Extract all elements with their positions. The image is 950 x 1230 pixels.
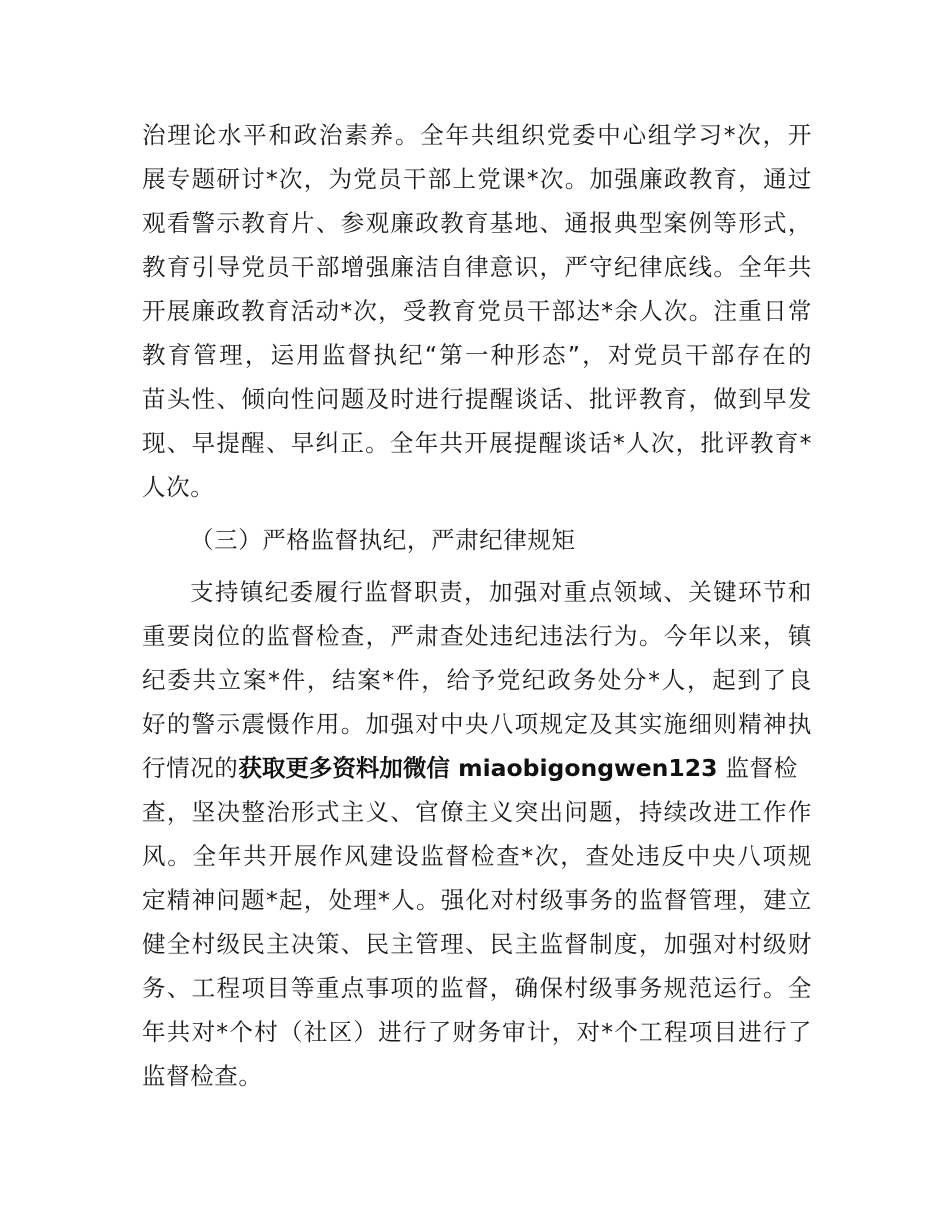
paragraph-line-with-ad (142, 748, 812, 788)
paragraph-line: 务、工程项目等重点事项的监督，确保村级事务规范运行。全 (142, 974, 812, 1002)
paragraph-line: 教育引导党员干部增强廉洁自律意识，严守纪律底线。全年共 (142, 253, 812, 281)
paragraph-line: 支持镇纪委履行监督职责，加强对重点领域、关键环节和 (190, 578, 812, 606)
paragraph-line: 查，坚决整治形式主义、官僚主义突出问题，持续改进工作作 (142, 798, 812, 826)
paragraph-line: 监督检查。 (142, 1062, 263, 1090)
paragraph-line: 展专题研讨*次，为党员干部上党课*次。加强廉政教育，通过 (142, 165, 812, 193)
paragraph-line: 健全村级民主决策、民主管理、民主监督制度，加强对村级财 (142, 930, 812, 958)
paragraph-line: 定精神问题*起，处理*人。强化对村级事务的监督管理，建立 (142, 886, 812, 914)
paragraph-line: 重要岗位的监督检查，严肃查处违纪违法行为。今年以来，镇 (142, 622, 812, 650)
paragraph-line: 苗头性、倾向性问题及时进行提醒谈话、批评教育，做到早发 (142, 385, 812, 413)
section-heading: （三）严格监督执纪，严肃纪律规矩 (190, 526, 576, 554)
paragraph-line: 治理论水平和政治素养。全年共组织党委中心组学习*次，开 (142, 121, 812, 149)
paragraph-line: 年共对*个村（社区）进行了财务审计，对*个工程项目进行了 (142, 1018, 812, 1046)
line-prefix: 行情况的 (142, 754, 239, 782)
paragraph-line: 人次。 (142, 473, 215, 501)
paragraph-line: 开展廉政教育活动*次，受教育党员干部达*余人次。注重日常 (142, 297, 812, 325)
ad-text: 获取更多资料加微信 miaobigongwen123 (238, 754, 718, 782)
paragraph-line: 观看警示教育片、参观廉政教育基地、通报典型案例等形式， (142, 209, 812, 237)
paragraph-line: 好的警示震慑作用。加强对中央八项规定及其实施细则精神执 (142, 710, 812, 738)
paragraph-line: 纪委共立案*件，结案*件，给予党纪政务处分*人，起到了良 (142, 666, 812, 694)
line-suffix: 监督检 (717, 754, 798, 782)
paragraph-line: 教育管理，运用监督执纪“第一种形态”，对党员干部存在的 (142, 341, 812, 369)
paragraph-line: 现、早提醒、早纠正。全年共开展提醒谈话*人次，批评教育* (142, 429, 812, 457)
paragraph-line: 风。全年共开展作风建设监督检查*次，查处违反中央八项规 (142, 842, 812, 870)
